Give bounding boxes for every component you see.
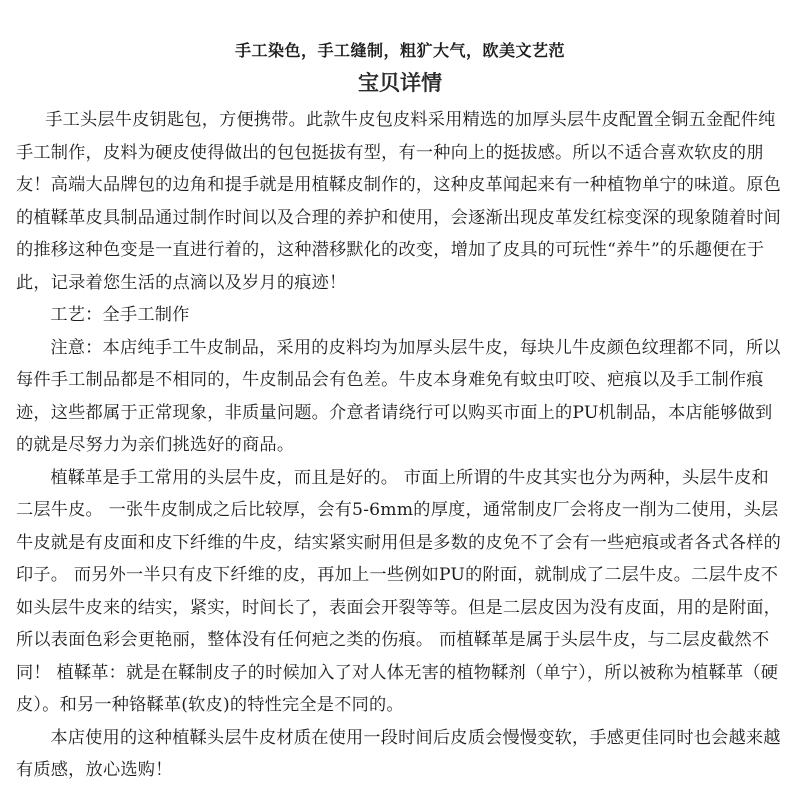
paragraph-craft: 工艺：全手工制作 [50, 305, 190, 325]
tagline: 手工染色，手工缝制，粗犷大气，欧美文艺范 [234, 41, 565, 60]
page-title: 宝贝详情 [358, 70, 442, 95]
paragraph-closing: 本店使用的这种植鞣头层牛皮材质在使用一段时间后皮质会慢慢变软，手感更佳同时也会越来越有质感，放心选购！ [16, 727, 781, 780]
paragraph-leather-info: 植鞣革是手工常用的头层牛皮，而且是好的。 市面上所谓的牛皮其实也分为两种，头层牛皮和二层牛皮。 一张牛皮制成之后比较厚，会有5-6mm的厚度，通常制皮厂会将皮一削为二使用，头层牛皮就是有皮面和皮下纤维的牛皮，结实紧实耐用但是多数的皮免不了会有一些疤痕或者各式各样的印子。 而另外一半只有皮下纤维的皮，再加上一些例如PU的附面，就制成了二层牛皮。二层牛皮不如头层牛皮来的结实，紧实，时间长了，表面会开裂等等。但是二层皮因为没有皮面，用的是附面，所以表面色彩会更艳丽，整体没有任何疤之类的伤痕。 而植鞣革是属于头层牛皮，与二层皮截然不同！ 植鞣革：就是在鞣制皮子的时候加入了对人体无害的植物鞣剂（单宁），所以被称为植鞣革（硬皮）。和另一种铬鞣革(软皮)的特性完全是不同的。 [16, 467, 782, 715]
paragraph-intro: 手工头层牛皮钥匙包，方便携带。此款牛皮包皮料采用精选的加厚头层牛皮配置全铜五金配件纯手工制作，皮料为硬皮使得做出的包包挺拔有型，有一种向上的挺拔感。所以不适合喜欢软皮的朋友！高端大品牌包的边角和提手就是用植鞣皮制作的，这种皮革闻起来有一种植物单宁的味道。原色的植鞣革皮具制品通过制作时间以及合理的养护和使用，会逐渐出现皮革发红棕变深的现象随着时间的推移这种色变是一直进行着的，这种潜移默化的改变，增加了皮具的可玩性“养牛”的乐趣便在于此，记录着您生活的点滴以及岁月的痕迹！ [16, 110, 782, 293]
paragraph-notice: 注意：本店纯手工牛皮制品，采用的皮料均为加厚头层牛皮，每块儿牛皮颜色纹理都不同，所以每件手工制品都是不相同的，牛皮制品会有色差。牛皮本身难免有蚊虫叮咬、疤痕以及手工制作痕迹，这些都属于正常现象，非质量问题。介意者请绕行可以购买市面上的PU机制品，本店能够做到的就是尽努力为亲们挑选好的商品。 [16, 337, 781, 455]
